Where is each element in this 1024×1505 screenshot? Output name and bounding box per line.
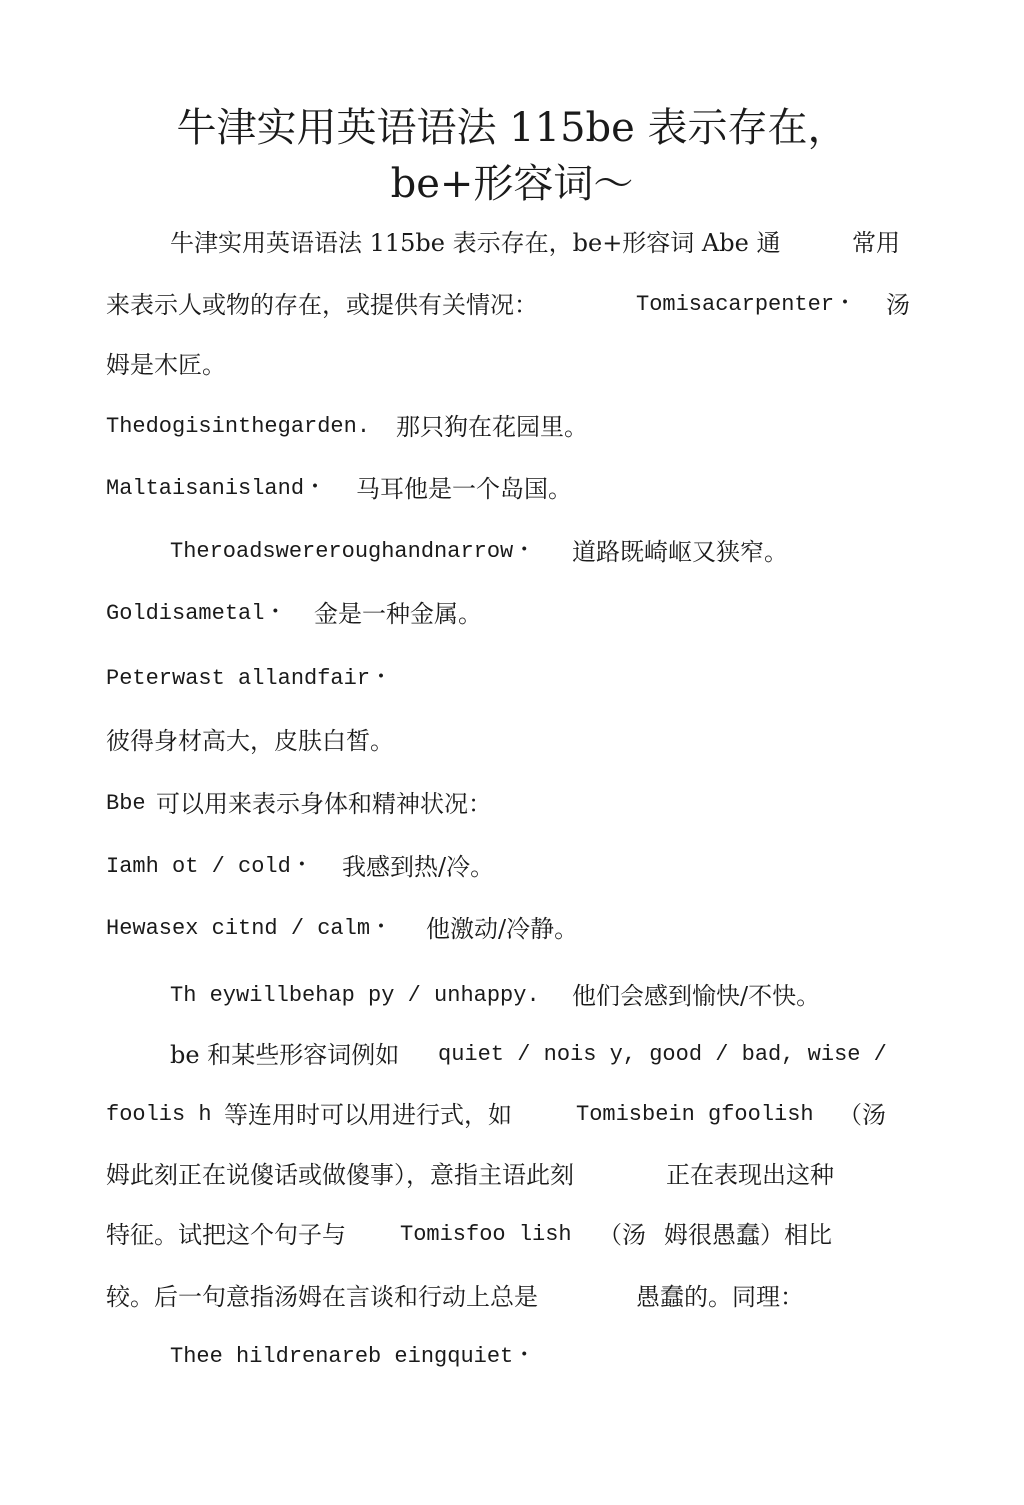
example-english: Thee hildrenareb eingquiet・	[170, 1344, 536, 1369]
text-line: 来表示人或物的存在，或提供有关情况：	[106, 291, 538, 319]
example-chinese: 金是一种金属。	[314, 600, 482, 628]
example-chinese: 那只狗在花园里。	[396, 413, 588, 441]
text-line: 愚蠢的。同理：	[636, 1283, 804, 1311]
text-line: 等连用时可以用进行式，如	[224, 1101, 512, 1129]
example-english: Hewasex citnd / calm・	[106, 916, 393, 941]
example-chinese: 他激动/冷静。	[426, 915, 579, 943]
text-line: 姆很愚蠢）相比	[664, 1221, 832, 1249]
text-line: 较。后一句意指汤姆在言谈和行动上总是	[106, 1283, 538, 1311]
text-line: foolis h	[106, 1102, 212, 1127]
text-line: Tomisbein gfoolish	[576, 1102, 814, 1127]
text-line: （汤	[838, 1101, 886, 1129]
text-line: （汤	[598, 1221, 646, 1249]
text-line: 特征。试把这个句子与	[106, 1221, 346, 1249]
text-line: Tomisacarpenter・	[636, 292, 857, 317]
text-line: 牛津实用英语语法 115be 表示存在，be+形容词 Abe 通	[170, 229, 781, 257]
text-line: 姆是木匠。	[106, 351, 226, 379]
document-title-line-2: be+形容词～	[390, 161, 634, 207]
example-english: Goldisametal・	[106, 601, 287, 626]
example-chinese: 马耳他是一个岛国。	[356, 475, 572, 503]
example-english: Peterwast allandfair・	[106, 666, 393, 691]
example-chinese: 他们会感到愉快/不快。	[572, 982, 821, 1010]
text-line: 正在表现出这种	[666, 1161, 834, 1189]
document-title-line-1: 牛津实用英语语法 115be 表示存在，	[176, 105, 848, 151]
text-line: 可以用来表示身体和精神状况：	[156, 790, 492, 818]
example-english: Iamh ot / cold・	[106, 854, 313, 879]
section-label: Bbe	[106, 791, 146, 816]
example-english: Th eywillbehap py / unhappy.	[170, 983, 540, 1008]
example-english: Theroadswereroughandnarrow・	[170, 539, 536, 564]
text-line: be 和某些形容词例如	[170, 1041, 400, 1069]
text-line: 常用	[852, 229, 900, 257]
text-line: quiet / nois y, good / bad, wise /	[438, 1042, 887, 1067]
example-chinese: 道路既崎岖又狭窄。	[572, 538, 788, 566]
example-chinese: 我感到热/冷。	[342, 853, 495, 881]
text-line: 汤	[886, 291, 910, 319]
example-chinese: 彼得身材高大，皮肤白皙。	[106, 727, 394, 755]
text-line: 姆此刻正在说傻话或做傻事），意指主语此刻	[106, 1161, 574, 1189]
text-line: Tomisfoo lish	[400, 1222, 572, 1247]
example-english: Thedogisinthegarden.	[106, 414, 371, 439]
example-english: Maltaisanisland・	[106, 476, 327, 501]
